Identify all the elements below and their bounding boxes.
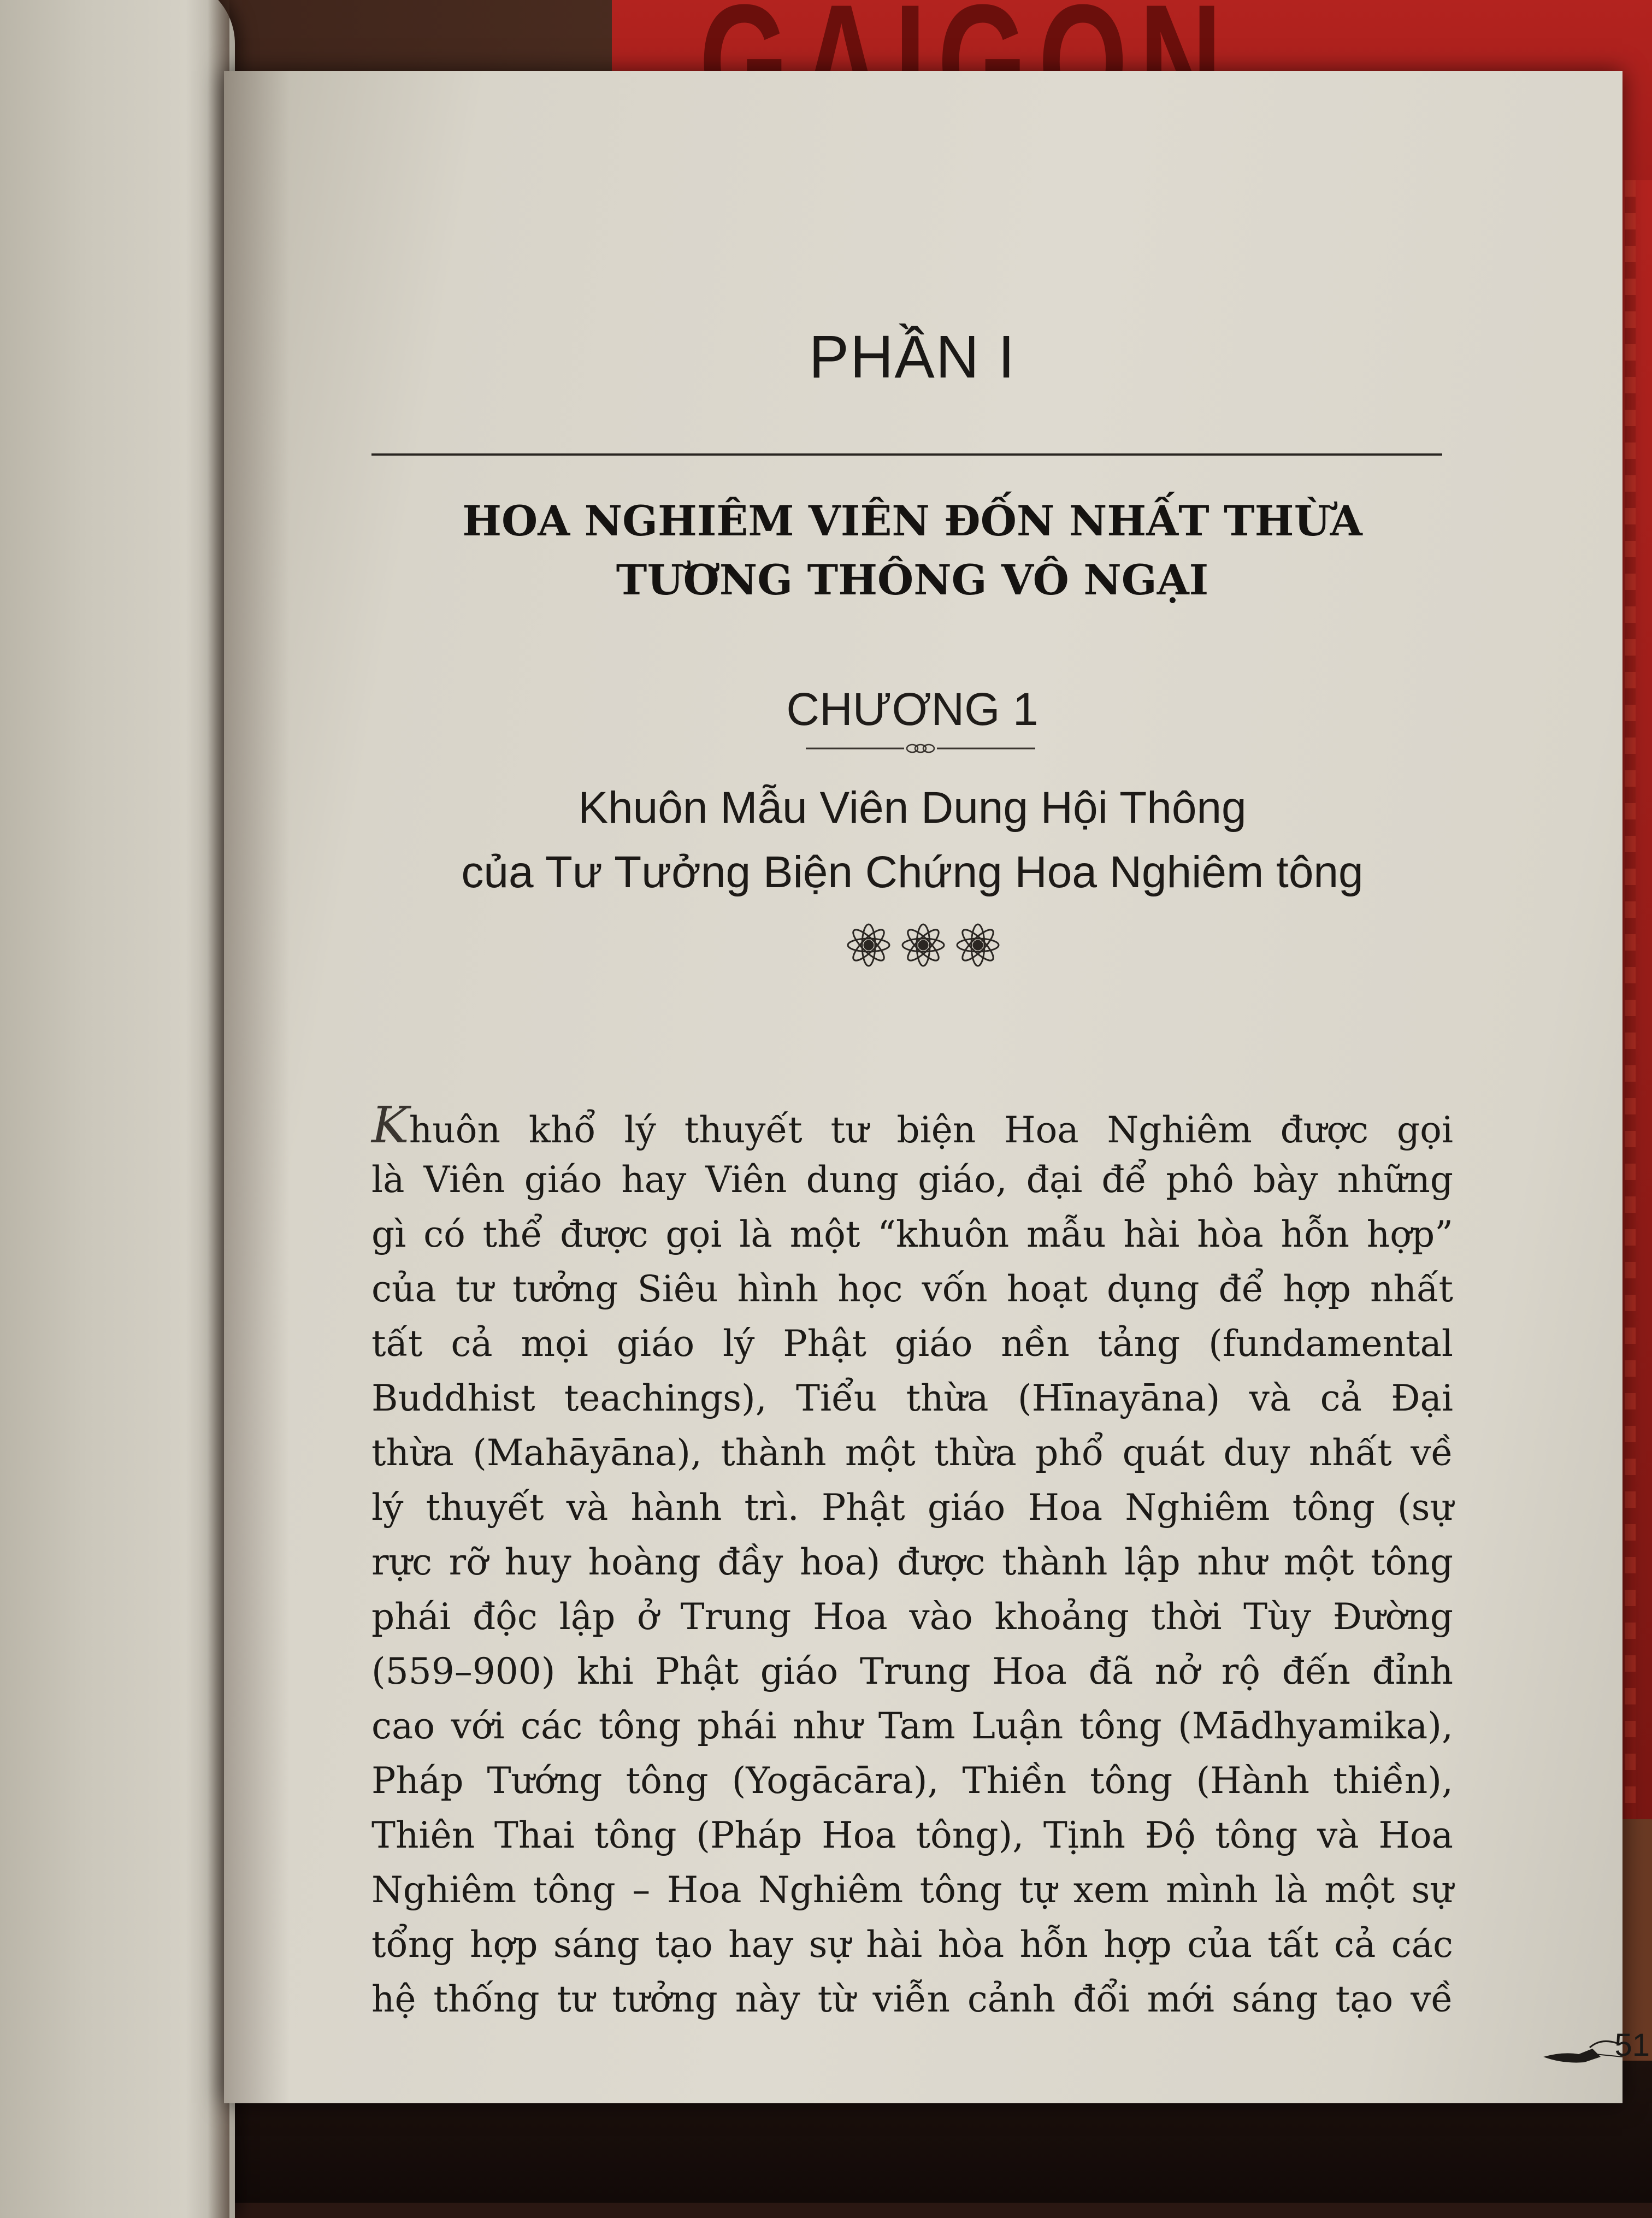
body-line-6: Buddhist teachings), Tiểu thừa (Hīnayāna) và cả Đại — [371, 1377, 1453, 1419]
part-subtitle-line-2: TƯƠNG THÔNG VÔ NGẠI — [616, 556, 1209, 604]
chapter-underline-ornament — [806, 740, 1035, 757]
body-line-8: lý thuyết và hành trì. Phật giáo Hoa Nghiêm tông (sự — [371, 1486, 1453, 1529]
part-subtitle — [371, 492, 1453, 610]
part-title: PHẦN I — [809, 323, 1016, 391]
page-footer — [1541, 2027, 1652, 2076]
chapter-title-line-2: của Tư Tưởng Biện Chứng Hoa Nghiêm tông — [461, 847, 1364, 897]
flower-1 — [848, 924, 889, 966]
chapter-title-line-1: Khuôn Mẫu Viên Dung Hội Thông — [578, 783, 1247, 833]
page-number: 51 — [1614, 2027, 1650, 2063]
body-line-1 — [371, 1098, 1453, 1153]
flower-3 — [957, 924, 999, 966]
background-book-spine — [1619, 180, 1652, 1819]
page-content — [371, 71, 1650, 2103]
body-line-15: Nghiêm tông – Hoa Nghiêm tông tự xem mình là một sự — [371, 1869, 1453, 1911]
body-line-2: là Viên giáo hay Viên dung giáo, đại để phô bày những — [371, 1159, 1453, 1201]
part-subtitle-line-1: HOA NGHIÊM VIÊN ĐỐN NHẤT THỪA — [462, 497, 1362, 545]
body-line-10: phái độc lập ở Trung Hoa vào khoảng thời Tùy Đường — [371, 1596, 1453, 1638]
body-line-11: (559–900) khi Phật giáo Trung Hoa đã nở rộ đến đỉnh — [371, 1650, 1453, 1692]
body-line-5: tất cả mọi giáo lý Phật giáo nền tảng (fundamental — [371, 1323, 1453, 1365]
drop-cap: K — [371, 1096, 409, 1154]
flower-ornament-icon — [841, 912, 1005, 978]
body-line-4: của tư tưởng Siêu hình học vốn hoạt dụng để hợp nhất — [371, 1268, 1453, 1310]
body-line-17: hệ thống tư tưởng này từ viễn cảnh đổi mới sáng tạo về — [371, 1978, 1453, 2020]
body-line-12: cao với các tông phái như Tam Luận tông (Mādhyamika), — [371, 1705, 1453, 1747]
body-line-16: tổng hợp sáng tạo hay sự hài hòa hỗn hợp của tất cả các — [371, 1924, 1453, 1966]
body-paragraph — [371, 1098, 1453, 2027]
flower-2 — [902, 924, 944, 966]
body-line-7: thừa (Mahāyāna), thành một thừa phổ quát duy nhất về — [371, 1432, 1453, 1474]
body-line-9: rực rỡ huy hoàng đầy hoa) được thành lập như một tông — [371, 1541, 1453, 1583]
chapter-title — [371, 776, 1453, 905]
chapter-label: CHƯƠNG 1 — [786, 683, 1039, 735]
body-line-13: Pháp Tướng tông (Yogācāra), Thiền tông (Hành thiền), — [371, 1760, 1453, 1802]
book-page — [224, 71, 1650, 2103]
part-divider-rule — [371, 453, 1442, 456]
body-line-14: Thiên Thai tông (Pháp Hoa tông), Tịnh Độ tông và Hoa — [371, 1814, 1453, 1856]
facing-left-page — [0, 0, 235, 2218]
body-line-3: gì có thể được gọi là một “khuôn mẫu hài hòa hỗn hợp” — [371, 1213, 1453, 1255]
body-line-1-text: huôn khổ lý thuyết tư biện Hoa Nghiêm được gọi — [409, 1109, 1453, 1151]
